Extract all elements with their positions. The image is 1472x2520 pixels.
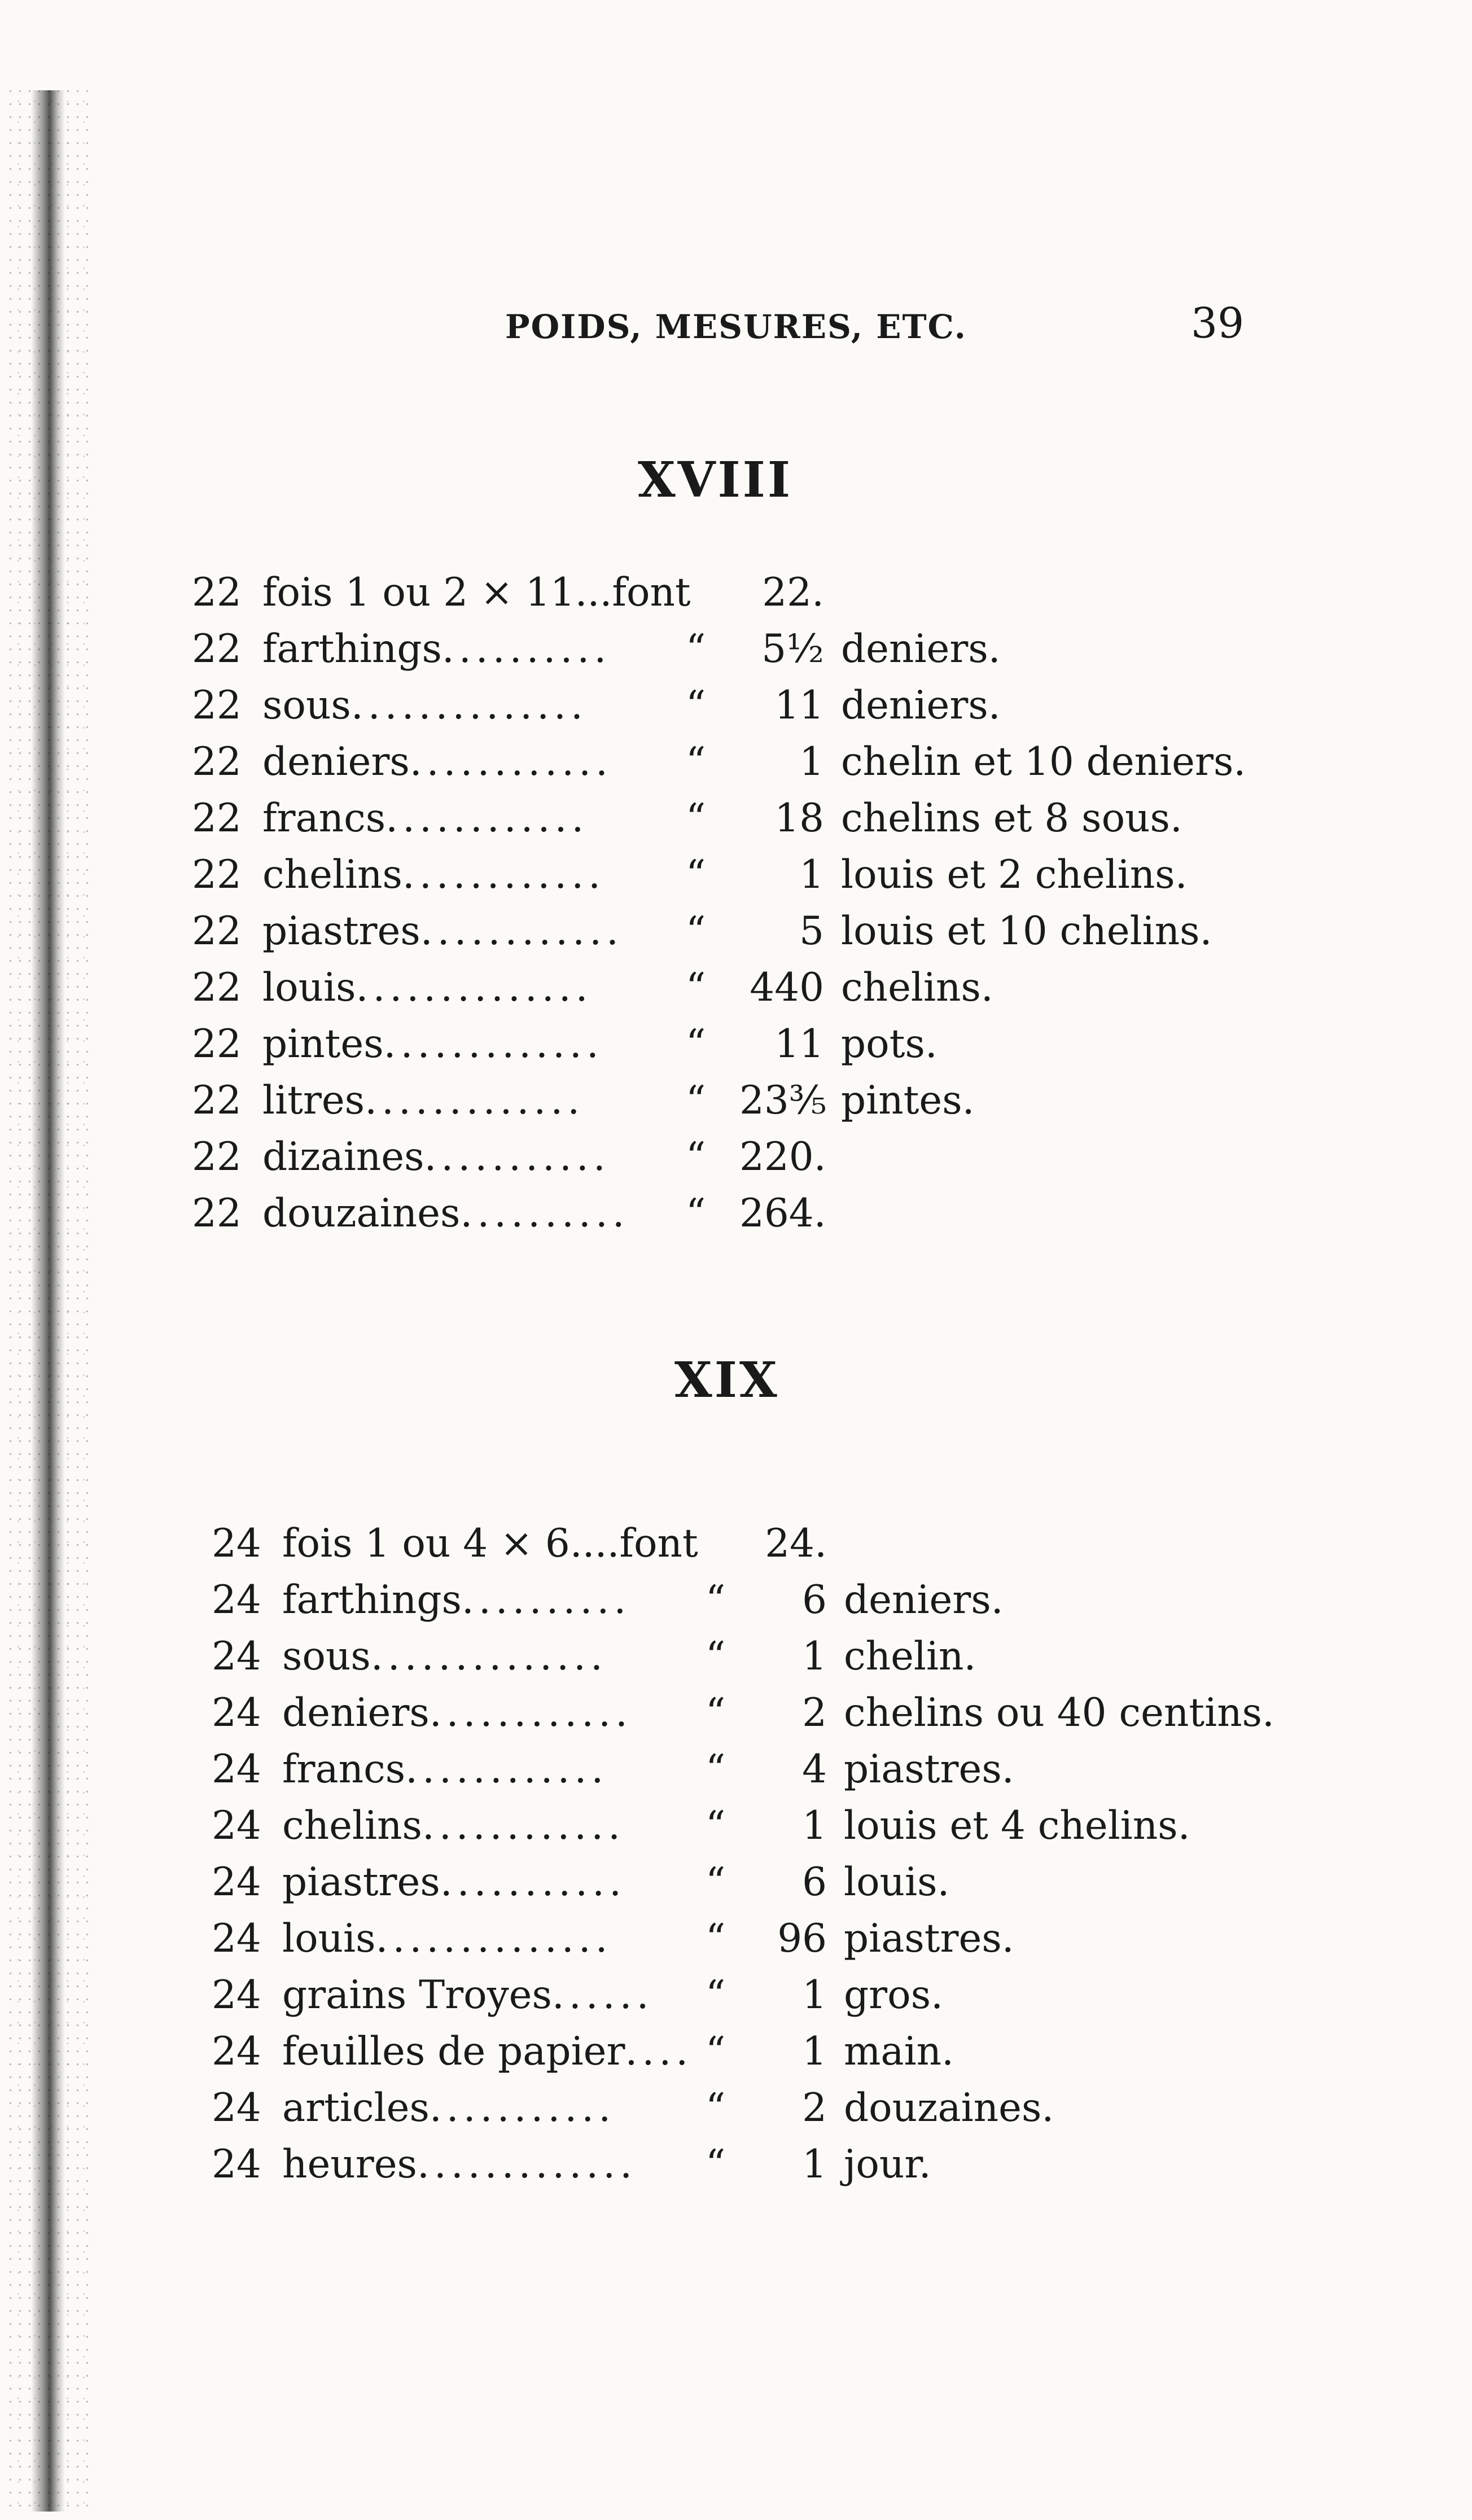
row-number: 24: [212, 1634, 261, 1679]
conversion-table-xviii: [192, 564, 1264, 1259]
row-leader-dots: ............: [422, 1803, 625, 1848]
row-item: [282, 1685, 632, 1741]
row-unit: chelins ou 40 centins.: [844, 1690, 1274, 1735]
row-item-label: francs: [282, 1747, 406, 1792]
first-line-result: 24.: [765, 1521, 827, 1566]
row-item-label: pintes: [262, 1022, 384, 1067]
row-number: 22: [192, 965, 242, 1010]
row-leader-dots: .............: [383, 1022, 603, 1067]
row-unit: jour.: [844, 2142, 931, 2187]
row-number: 24: [212, 2029, 261, 2074]
row-number: 24: [212, 1803, 261, 1848]
row-item: [282, 1854, 626, 1910]
row-item: [262, 734, 612, 790]
row-quantity: 1: [802, 1634, 827, 1679]
row-unit: chelins.: [841, 965, 993, 1010]
row-unit: deniers.: [841, 626, 1001, 672]
conversion-table-xix: [212, 1515, 1284, 2210]
row-item: [282, 1967, 654, 2023]
row-number: 22: [192, 1134, 242, 1180]
row-quantity: 1: [802, 1973, 827, 2018]
row-leader-dots: ..........: [441, 626, 611, 672]
row-leader-dots: ............: [420, 909, 623, 954]
row-leader-dots: ..............: [370, 1634, 607, 1679]
row-quantity: 264.: [739, 1191, 826, 1236]
row-item: [262, 677, 588, 734]
ditto-mark: “: [706, 1916, 726, 1961]
row-number: 22: [192, 1191, 242, 1236]
row-number: 24: [212, 1521, 261, 1566]
ditto-mark: “: [706, 1690, 726, 1735]
row-number: 24: [212, 1577, 261, 1623]
first-line-text: fois 1 ou 2 × 11...font: [262, 570, 691, 615]
row-number: 22: [192, 570, 242, 615]
page-number: 39: [1191, 299, 1245, 348]
ditto-mark: “: [686, 1134, 706, 1180]
ditto-mark: “: [686, 1191, 706, 1236]
row-unit: deniers.: [844, 1577, 1004, 1623]
row-leader-dots: ............: [409, 739, 612, 785]
row-number: 24: [212, 1973, 261, 2018]
ditto-mark: “: [706, 1747, 726, 1792]
row-unit: chelin.: [844, 1634, 976, 1679]
row-leader-dots: ............: [402, 852, 606, 897]
row-unit: louis et 4 chelins.: [844, 1803, 1190, 1848]
running-head: POIDS, MESURES, ETC.: [505, 308, 967, 346]
row-leader-dots: ...........: [440, 1860, 627, 1905]
row-item: [282, 2080, 615, 2136]
ditto-mark: “: [686, 909, 706, 954]
row-quantity: 2: [802, 1690, 827, 1735]
ditto-mark: “: [706, 2085, 726, 2131]
ditto-mark: “: [686, 1022, 706, 1067]
row-item: [262, 903, 623, 959]
row-unit: douzaines.: [844, 2085, 1054, 2131]
row-quantity: 1: [802, 2142, 827, 2187]
row-number: 22: [192, 1022, 242, 1067]
row-quantity: 5½: [761, 626, 824, 672]
row-number: 22: [192, 852, 242, 897]
row-item-label: heures: [282, 2142, 417, 2187]
row-unit: chelin et 10 deniers.: [841, 739, 1246, 785]
row-item: [262, 621, 611, 677]
page-binding-shadow: [31, 90, 65, 2512]
ditto-mark: “: [686, 796, 706, 841]
row-unit: louis.: [844, 1860, 950, 1905]
row-item: [282, 2023, 693, 2080]
row-item-label: sous: [262, 683, 351, 728]
first-line-result: 22.: [762, 570, 824, 615]
ditto-mark: “: [686, 852, 706, 897]
row-leader-dots: ............: [405, 1747, 608, 1792]
row-item: [282, 1628, 607, 1685]
row-leader-dots: .............: [417, 2142, 637, 2187]
row-unit: louis et 2 chelins.: [841, 852, 1188, 897]
row-item-label: chelins: [282, 1803, 422, 1848]
row-number: 22: [192, 739, 242, 785]
row-item: [262, 1072, 584, 1129]
row-quantity: 1: [799, 739, 824, 785]
row-quantity: 6: [802, 1860, 827, 1905]
first-line-text: fois 1 ou 4 × 6....font: [282, 1521, 698, 1566]
row-item-label: deniers: [262, 739, 410, 785]
row-item: [262, 847, 605, 903]
row-item: [282, 1572, 630, 1628]
row-item-label: piastres: [262, 909, 420, 954]
row-item-label: farthings: [282, 1577, 462, 1623]
row-unit: pintes.: [841, 1078, 975, 1123]
row-quantity: 1: [799, 852, 824, 897]
row-leader-dots: ..............: [375, 1916, 612, 1961]
row-quantity: 11: [774, 683, 824, 728]
row-number: 24: [212, 1690, 261, 1735]
ditto-mark: “: [706, 2029, 726, 2074]
row-number: 24: [212, 2142, 261, 2187]
ditto-mark: “: [686, 683, 706, 728]
row-unit: chelins et 8 sous.: [841, 796, 1182, 841]
row-leader-dots: ..............: [351, 683, 588, 728]
ditto-mark: “: [686, 1078, 706, 1123]
row-item-label: farthings: [262, 626, 442, 672]
ditto-mark: “: [706, 1634, 726, 1679]
row-item-label: louis: [262, 965, 356, 1010]
row-quantity: 23⅗: [739, 1078, 827, 1123]
row-leader-dots: ..........: [461, 1577, 631, 1623]
row-leader-dots: ..............: [356, 965, 593, 1010]
row-quantity: 18: [774, 796, 824, 841]
row-item: [262, 790, 588, 847]
row-number: 24: [212, 1860, 261, 1905]
section-title-xix: XIX: [674, 1352, 779, 1409]
row-quantity: 1: [802, 1803, 827, 1848]
row-number: 22: [192, 683, 242, 728]
row-item-label: dizaines: [262, 1134, 424, 1180]
row-quantity: 5: [799, 909, 824, 954]
row-number: 24: [212, 1916, 261, 1961]
row-item: [262, 1129, 610, 1185]
row-unit: piastres.: [844, 1747, 1014, 1792]
row-item-label: francs: [262, 796, 386, 841]
row-item: [262, 1016, 603, 1072]
row-quantity: 11: [774, 1022, 824, 1067]
row-unit: louis et 10 chelins.: [841, 909, 1212, 954]
row-quantity: 440: [750, 965, 824, 1010]
row-item-label: sous: [282, 1634, 371, 1679]
row-leader-dots: ............: [429, 1690, 632, 1735]
ditto-mark: “: [706, 1577, 726, 1623]
row-item-label: chelins: [262, 852, 402, 897]
row-item-label: deniers: [282, 1690, 430, 1735]
row-number: 22: [192, 626, 242, 672]
row-item: [282, 1910, 612, 1967]
row-item-label: litres: [262, 1078, 365, 1123]
ditto-mark: “: [706, 1860, 726, 1905]
row-quantity: 96: [777, 1916, 827, 1961]
ditto-mark: “: [686, 626, 706, 672]
row-number: 24: [212, 2085, 261, 2131]
row-item-label: feuilles de papier: [282, 2029, 625, 2074]
row-leader-dots: ............: [385, 796, 589, 841]
ditto-mark: “: [686, 965, 706, 1010]
row-item-label: louis: [282, 1916, 376, 1961]
row-item: [282, 1798, 625, 1854]
row-unit: gros.: [844, 1973, 944, 2018]
row-leader-dots: ..........: [460, 1191, 629, 1236]
row-number: 22: [192, 1078, 242, 1123]
row-item-label: piastres: [282, 1860, 440, 1905]
row-quantity: 2: [802, 2085, 827, 2131]
row-item-label: douzaines: [262, 1191, 461, 1236]
ditto-mark: “: [706, 1973, 726, 2018]
section-title-xviii: XVIII: [638, 452, 793, 509]
row-item: [282, 2136, 637, 2193]
ditto-mark: “: [706, 2142, 726, 2187]
row-item: [282, 1741, 608, 1798]
row-leader-dots: .............: [365, 1078, 585, 1123]
row-quantity: 1: [802, 2029, 827, 2074]
row-number: 24: [212, 1747, 261, 1792]
row-unit: pots.: [841, 1022, 937, 1067]
row-item: [262, 959, 593, 1016]
row-leader-dots: ....: [625, 2029, 693, 2074]
ditto-mark: “: [686, 739, 706, 785]
row-leader-dots: ...........: [429, 2085, 616, 2131]
row-leader-dots: ......: [551, 1973, 654, 2018]
row-quantity: 4: [802, 1747, 827, 1792]
row-quantity: 220.: [739, 1134, 826, 1180]
ditto-mark: “: [706, 1803, 726, 1848]
row-unit: deniers.: [841, 683, 1001, 728]
row-unit: main.: [844, 2029, 954, 2074]
row-item-label: articles: [282, 2085, 430, 2131]
row-item-label: grains Troyes: [282, 1973, 552, 2018]
row-quantity: 6: [802, 1577, 827, 1623]
row-item: [262, 1185, 629, 1242]
row-leader-dots: ...........: [424, 1134, 610, 1180]
row-number: 22: [192, 909, 242, 954]
row-number: 22: [192, 796, 242, 841]
row-unit: piastres.: [844, 1916, 1014, 1961]
